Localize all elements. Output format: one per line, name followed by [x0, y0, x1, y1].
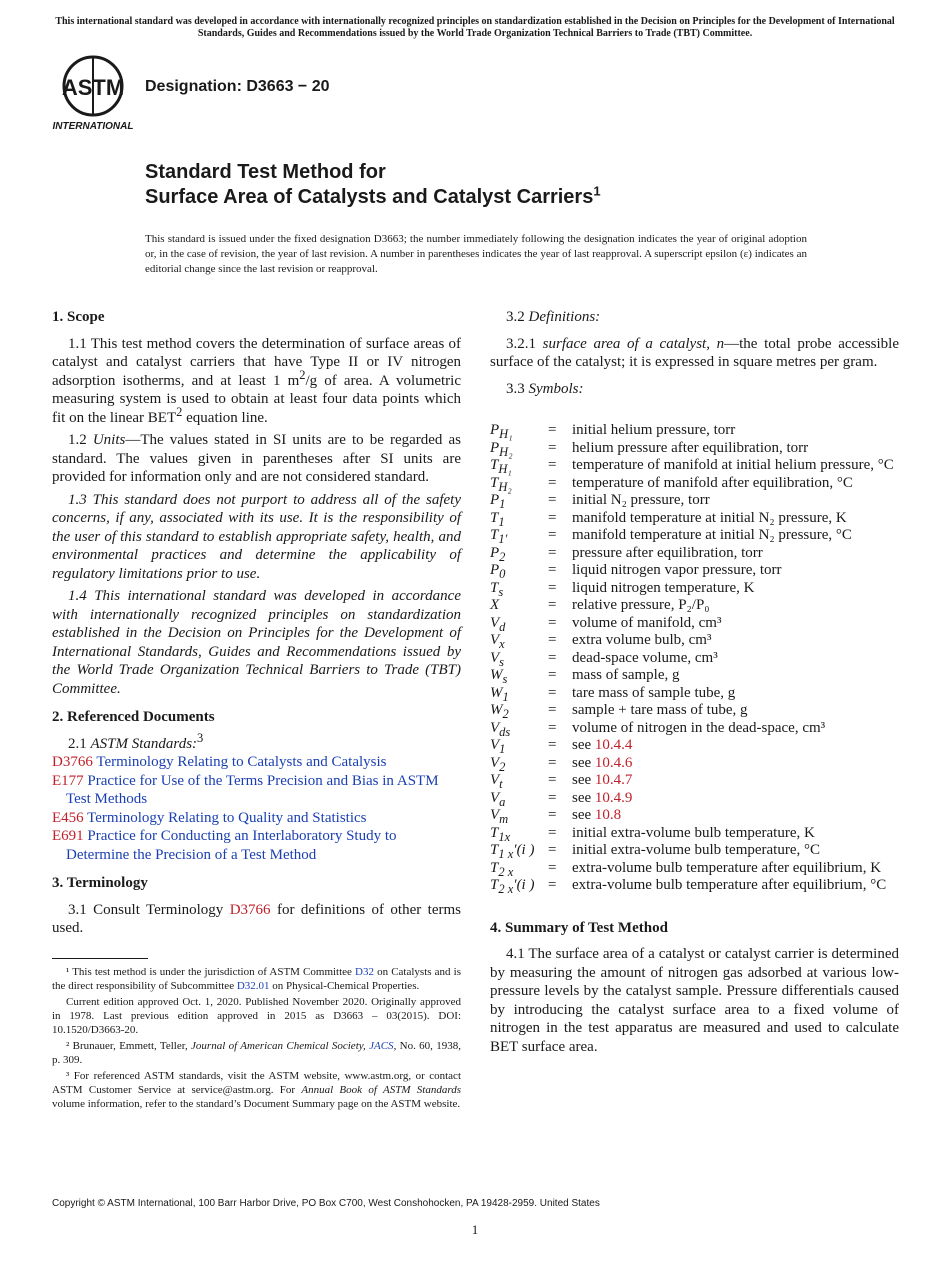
symbol-letter: V — [490, 772, 500, 788]
astm-logo-icon — [52, 54, 134, 132]
description-cell — [572, 825, 899, 843]
description-cell — [572, 877, 899, 895]
symbol-row — [490, 860, 899, 878]
symbol-row — [490, 720, 899, 738]
symbol-cell — [490, 702, 548, 720]
section-link[interactable]: 10.4.4 — [594, 737, 633, 753]
symbol-description: see — [572, 737, 595, 753]
symbol-description: extra-volume bulb temperature after equilibrium, °C — [572, 877, 887, 893]
refdocs-list — [52, 753, 461, 864]
description-cell — [572, 702, 899, 720]
logo-letters: ASTM — [61, 75, 125, 100]
symbol-letter: W — [490, 702, 503, 718]
symbol-description: helium pressure after equilibration, torr — [572, 439, 809, 456]
equals-cell: = — [548, 439, 557, 456]
symbol-subscript: 2 — [499, 549, 506, 564]
title-line-2: Surface Area of Catalysts and Catalyst Carriers$^1$ — [145, 183, 601, 208]
scope-1-2: 1.2 Units—The values stated in SI units are to be regarded as standard. The values given in parentheses after SI units are provided for information only and are not considered standard. — [52, 432, 461, 485]
symbol-letter: V — [490, 632, 500, 648]
symbol-cell — [490, 562, 548, 580]
symbol-letter: T — [490, 457, 499, 473]
equals-cell: = — [548, 632, 557, 648]
left-column — [52, 308, 461, 1113]
symbol-row — [490, 632, 899, 650]
refdoc-item[interactable]: D3766 Terminology Relating to Catalysts and Catalysis — [52, 754, 387, 770]
symbol-subscript: d — [499, 619, 506, 634]
terminology-3-1: 3.1 Consult Terminology D3766 for definitions of other terms used. — [52, 901, 461, 936]
symbol-cell — [490, 772, 548, 790]
footnote-divider — [52, 958, 148, 959]
section-link[interactable]: 10.4.7 — [594, 772, 633, 788]
symbol-description: temperature of manifold at initial helium pressure, °C — [572, 457, 894, 473]
symbol-subscript: t — [499, 777, 503, 791]
symbol-subscript: 2 x — [498, 864, 514, 879]
symbol-row — [490, 667, 899, 685]
description-cell — [572, 457, 899, 475]
equals-cell: = — [548, 789, 557, 806]
symbol-description: tare mass of sample tube, g — [572, 684, 736, 701]
symbol-letter: T — [490, 824, 499, 841]
equals-cell: = — [548, 754, 557, 771]
footnote-3: ³ For referenced ASTM standards, visit the ASTM website, www.astm.org, or contact ASTM Customer Service at service@astm.org. For Annual Book of ASTM Standards volume information, refer to the standard’s Document Summary page on the ASTM website. — [52, 1069, 461, 1110]
symbol-description: extra volume bulb, cm³ — [572, 632, 712, 648]
symbol-cell — [490, 860, 548, 878]
symbol-suffix: ′(i ) — [513, 877, 535, 893]
symbols-heading: 3.3 Symbols: — [506, 380, 584, 397]
symbol-subscript: 1 — [498, 514, 505, 529]
title-line-1: Standard Test Method for — [145, 161, 386, 183]
equals-cell: = — [548, 562, 557, 578]
description-cell — [572, 772, 899, 790]
definition-3-2-1: 3.2.1 surface area of a catalyst, n—the total probe accessible surface of the catalyst; it is expressed in square metres per gram. — [490, 335, 900, 370]
description-cell — [572, 545, 899, 563]
section-link[interactable]: 10.4.9 — [594, 789, 633, 806]
equals-cell: = — [548, 527, 557, 543]
symbol-description: see — [572, 754, 595, 771]
symbol-cell — [490, 825, 548, 843]
symbol-row — [490, 527, 899, 545]
symbol-row — [490, 615, 899, 633]
symbol-letter: P — [490, 492, 500, 508]
logo-subtitle: INTERNATIONAL — [52, 121, 134, 132]
symbol-description: volume of nitrogen in the dead-space, cm³ — [572, 719, 826, 736]
symbol-letter: V — [490, 807, 500, 823]
equals-cell: = — [548, 737, 557, 753]
symbol-subscript: s — [499, 654, 505, 669]
symbol-letter: T — [490, 474, 499, 491]
description-cell — [572, 597, 899, 615]
symbol-cell — [490, 615, 548, 633]
description-cell — [572, 615, 899, 633]
symbol-subscript: a — [499, 794, 506, 809]
page-number: 1 — [471, 1222, 479, 1237]
symbol-letter: P — [490, 544, 500, 561]
equals-cell: = — [548, 667, 557, 683]
symbol-row — [490, 562, 899, 580]
symbol-cell — [490, 685, 548, 703]
equals-cell: = — [548, 597, 557, 613]
symbol-cell — [490, 545, 548, 563]
equals-cell: = — [548, 684, 557, 701]
symbol-letter: T — [490, 579, 499, 596]
description-cell — [572, 422, 899, 440]
symbol-row — [490, 877, 899, 895]
description-cell — [572, 685, 899, 703]
equals-cell: = — [548, 614, 557, 631]
symbol-cell — [490, 457, 548, 475]
description-cell — [572, 632, 899, 650]
right-column — [490, 308, 899, 1060]
symbol-cell — [490, 492, 548, 510]
symbol-row — [490, 842, 899, 860]
designation: Designation: D3663 − 20 — [145, 78, 330, 95]
section-link[interactable]: 10.8 — [594, 807, 622, 823]
refdocs-heading: 2. Referenced Documents — [52, 709, 215, 725]
symbol-letter: T — [490, 842, 499, 858]
equals-cell: = — [548, 422, 557, 438]
symbol-subscript: 1 — [499, 497, 506, 511]
description-cell — [572, 790, 899, 808]
title-footnote-mark: 1 — [593, 183, 601, 199]
symbol-row — [490, 510, 899, 528]
symbol-row — [490, 545, 899, 563]
symbol-subscript: x — [499, 637, 505, 651]
symbol-description: relative pressure, P₂/P₀ — [572, 597, 710, 613]
symbol-subscript: H₁ — [498, 462, 512, 476]
symbol-letter: V — [490, 614, 500, 631]
symbol-cell — [490, 632, 548, 650]
symbol-description: pressure after equilibration, torr — [572, 544, 763, 561]
symbol-row — [490, 475, 899, 493]
symbol-description: manifold temperature at initial N₂ pressure, K — [572, 509, 847, 526]
footnote-2: ² Brunauer, Emmett, Teller, Journal of American Chemical Society, JACS, No. 60, 1938, p. 309. — [52, 1039, 461, 1066]
symbol-cell — [490, 510, 548, 528]
description-cell — [572, 650, 899, 668]
symbol-letter: T — [490, 859, 499, 876]
equals-cell: = — [548, 492, 557, 508]
symbol-letter: T — [490, 527, 499, 543]
symbol-subscript: H₁ — [499, 427, 513, 441]
refdoc-item[interactable]: E177 Practice for Use of the Terms Precision and Bias in ASTM Test Methods — [52, 772, 439, 807]
symbol-letter: P — [490, 439, 500, 456]
symbol-subscript: 2 x — [498, 882, 514, 896]
symbol-subscript: 1 x — [498, 847, 514, 861]
symbol-row — [490, 755, 899, 773]
symbol-cell — [490, 755, 548, 773]
symbol-row — [490, 597, 899, 615]
symbol-row — [490, 580, 899, 598]
equals-cell: = — [548, 579, 557, 596]
symbol-cell — [490, 790, 548, 808]
symbol-subscript: 2 — [502, 707, 509, 721]
symbol-subscript: s — [498, 584, 504, 599]
description-cell — [572, 562, 899, 580]
symbol-letter: T — [490, 877, 499, 893]
symbol-description: initial helium pressure, torr — [572, 422, 736, 438]
symbol-description: initial N₂ pressure, torr — [572, 492, 710, 508]
symbol-row — [490, 422, 899, 440]
symbol-subscript: m — [499, 812, 509, 826]
symbol-description: dead-space volume, cm³ — [572, 649, 718, 666]
description-cell — [572, 720, 899, 738]
refdoc-item[interactable]: E456 Terminology Relating to Quality and Statistics — [52, 809, 367, 826]
symbol-suffix: ′(i ) — [513, 842, 535, 858]
symbol-letter: V — [490, 754, 500, 771]
description-cell — [572, 527, 899, 545]
symbol-cell — [490, 667, 548, 685]
symbol-description: see — [572, 807, 595, 823]
astm-logo — [52, 54, 134, 132]
symbol-letter: T — [490, 509, 499, 526]
description-cell — [572, 510, 899, 528]
description-cell — [572, 860, 899, 878]
equals-cell: = — [548, 649, 557, 666]
terminology-link[interactable]: D3766 — [229, 901, 271, 918]
equals-cell: = — [548, 824, 557, 841]
symbol-subscript: s — [502, 672, 508, 686]
copyright: Copyright © ASTM International, 100 Barr Harbor Drive, PO Box C700, West Conshohocken, PA 19428-2959. United States — [52, 1198, 600, 1209]
symbol-row — [490, 702, 899, 720]
symbol-description: sample + tare mass of tube, g — [572, 702, 748, 718]
symbol-description: liquid nitrogen temperature, K — [572, 579, 755, 596]
equals-cell: = — [548, 772, 557, 788]
equals-cell: = — [548, 702, 557, 718]
symbol-cell — [490, 527, 548, 545]
wto-notice: This international standard was developed in accordance with internationally recognized principles on standardization established in the Decision on Principles for the Development of International Standards, Guides and Recommendations issued by the World Trade Organization Technical Barriers to Trade (TBT) Committee. — [55, 16, 895, 39]
description-cell — [572, 755, 899, 773]
description-cell — [572, 737, 899, 755]
symbol-description: volume of manifold, cm³ — [572, 614, 722, 631]
description-cell — [572, 667, 899, 685]
symbol-description: mass of sample, g — [572, 667, 680, 683]
symbol-row — [490, 790, 899, 808]
symbol-subscript: 1 — [502, 689, 509, 704]
symbol-subscript: 0 — [499, 567, 506, 581]
refdocs-astm-standards: 2.1 ASTM Standards:$^3$ — [68, 730, 204, 752]
symbol-subscript: 1x — [498, 829, 511, 844]
symbol-subscript: 1′ — [498, 532, 508, 546]
symbol-subscript: 1 — [499, 742, 506, 756]
symbol-description: liquid nitrogen vapor pressure, torr — [572, 562, 782, 578]
scope-1-1: 1.1 This test method covers the determination of surface areas of catalyst and catalyst carriers that have Type II or IV nitrogen adsorption isotherms, and at least 1 $m^2/g$ of area. A volumetric measuring system is used to obtain at least four data points which fit on the linear BET$^2$ equation line. — [52, 335, 462, 426]
footnote-1: ¹ This test method is under the jurisdiction of ASTM Committee D32 on Catalysts and is the direct responsibility of Subcommittee D32.01 on Physical-Chemical Properties. — [52, 965, 461, 992]
symbol-row — [490, 737, 899, 755]
equals-cell: = — [548, 457, 557, 473]
preamble: This standard is issued under the fixed designation D3663; the number immediately following the designation indicates the year of original adoption or, in the case of revision, the year of last revision. A number in parentheses indicates the year of last reapproval. A superscript epsilon (ε) indicates an editorial change since the last revision or reapproval. — [145, 233, 807, 275]
symbol-letter: W — [490, 667, 503, 683]
equals-cell: = — [548, 842, 557, 858]
symbol-letter: P — [490, 562, 500, 578]
description-cell — [572, 842, 899, 860]
section-link[interactable]: 10.4.6 — [594, 754, 633, 771]
document-title — [145, 160, 601, 210]
symbol-letter: V — [490, 737, 500, 753]
terminology-heading: 3. Terminology — [52, 875, 148, 891]
symbol-description: initial extra-volume bulb temperature, K — [572, 824, 815, 841]
symbol-letter: W — [490, 684, 503, 701]
description-cell — [572, 580, 899, 598]
symbol-letter: V — [490, 649, 500, 666]
symbol-cell — [490, 650, 548, 668]
symbol-cell — [490, 597, 548, 615]
symbol-cell — [490, 877, 548, 895]
definitions-heading: 3.2 Definitions: — [506, 309, 601, 325]
symbol-letter: P — [490, 422, 500, 438]
symbol-cell — [490, 580, 548, 598]
symbol-description: temperature of manifold after equilibration, °C — [572, 474, 853, 491]
equals-cell: = — [548, 474, 557, 491]
symbol-row — [490, 772, 899, 790]
equals-cell: = — [548, 544, 557, 561]
equals-cell: = — [548, 719, 557, 736]
symbol-cell — [490, 737, 548, 755]
symbol-description: manifold temperature at initial N₂ pressure, °C — [572, 527, 852, 543]
description-cell — [572, 492, 899, 510]
summary-4-1: 4.1 The surface area of a catalyst or catalyst carrier is determined by measuring the amount of nitrogen gas adsorbed at various low-pressure levels by the catalyst sample. Pressure differentials caused by introducing the catalyst surface area to a fixed volume of nitrogen in the test apparatus are measured and used to calculate BET surface area. — [490, 946, 899, 1055]
refdoc-item[interactable]: E691 Practice for Conducting an Interlaboratory Study to Determine the Precision of a Test Method — [52, 828, 397, 863]
symbol-subscript: H₂ — [498, 479, 512, 494]
symbol-row — [490, 825, 899, 843]
symbol-subscript: ds — [499, 724, 511, 739]
symbol-row — [490, 650, 899, 668]
symbol-row — [490, 492, 899, 510]
symbol-description: extra-volume bulb temperature after equilibrium, K — [572, 859, 882, 876]
symbol-description: initial extra-volume bulb temperature, °C — [572, 842, 821, 858]
symbol-cell — [490, 720, 548, 738]
description-cell — [572, 475, 899, 493]
scope-1-3: 1.3 This standard does not purport to address all of the safety concerns, if any, associated with its use. It is the responsibility of the user of this standard to establish appropriate safety, health, and environmental practices and determine the applicability of regulatory limitations prior to use. — [52, 491, 461, 582]
equals-cell: = — [548, 807, 557, 823]
symbols-table — [490, 422, 899, 895]
equals-cell: = — [548, 877, 557, 893]
symbol-row — [490, 457, 899, 475]
symbol-cell — [490, 440, 548, 458]
symbol-cell — [490, 842, 548, 860]
equals-cell: = — [548, 509, 557, 526]
symbol-letter: V — [490, 789, 500, 806]
equals-cell: = — [548, 859, 557, 876]
symbol-row — [490, 685, 899, 703]
symbol-description: see — [572, 789, 595, 806]
symbol-row — [490, 807, 899, 825]
scope-heading: 1. Scope — [52, 309, 105, 325]
symbol-description: see — [572, 772, 595, 788]
symbol-row — [490, 440, 899, 458]
footnote-1-edition: Current edition approved Oct. 1, 2020. Published November 2020. Originally approved in 1978. Last previous edition approved in 2015 as D3663 – 03(2015). DOI: 10.1520/D3663-20. — [52, 995, 461, 1036]
symbol-cell — [490, 807, 548, 825]
symbol-subscript: H₂ — [499, 444, 513, 459]
symbol-letter: X — [490, 597, 500, 613]
symbol-subscript: 2 — [499, 759, 506, 774]
symbol-cell — [490, 475, 548, 493]
description-cell — [572, 807, 899, 825]
symbol-letter: V — [490, 719, 500, 736]
summary-heading: 4. Summary of Test Method — [490, 919, 668, 936]
symbol-cell — [490, 422, 548, 440]
scope-1-4: 1.4 This international standard was developed in accordance with internationally recognized principles on standardization established in the Decision on Principles for the Development of International Standards, Guides and Recommendations issued by the World Trade Organization Technical Barriers to Trade (TBT) Committee. — [52, 588, 461, 697]
description-cell — [572, 440, 899, 458]
